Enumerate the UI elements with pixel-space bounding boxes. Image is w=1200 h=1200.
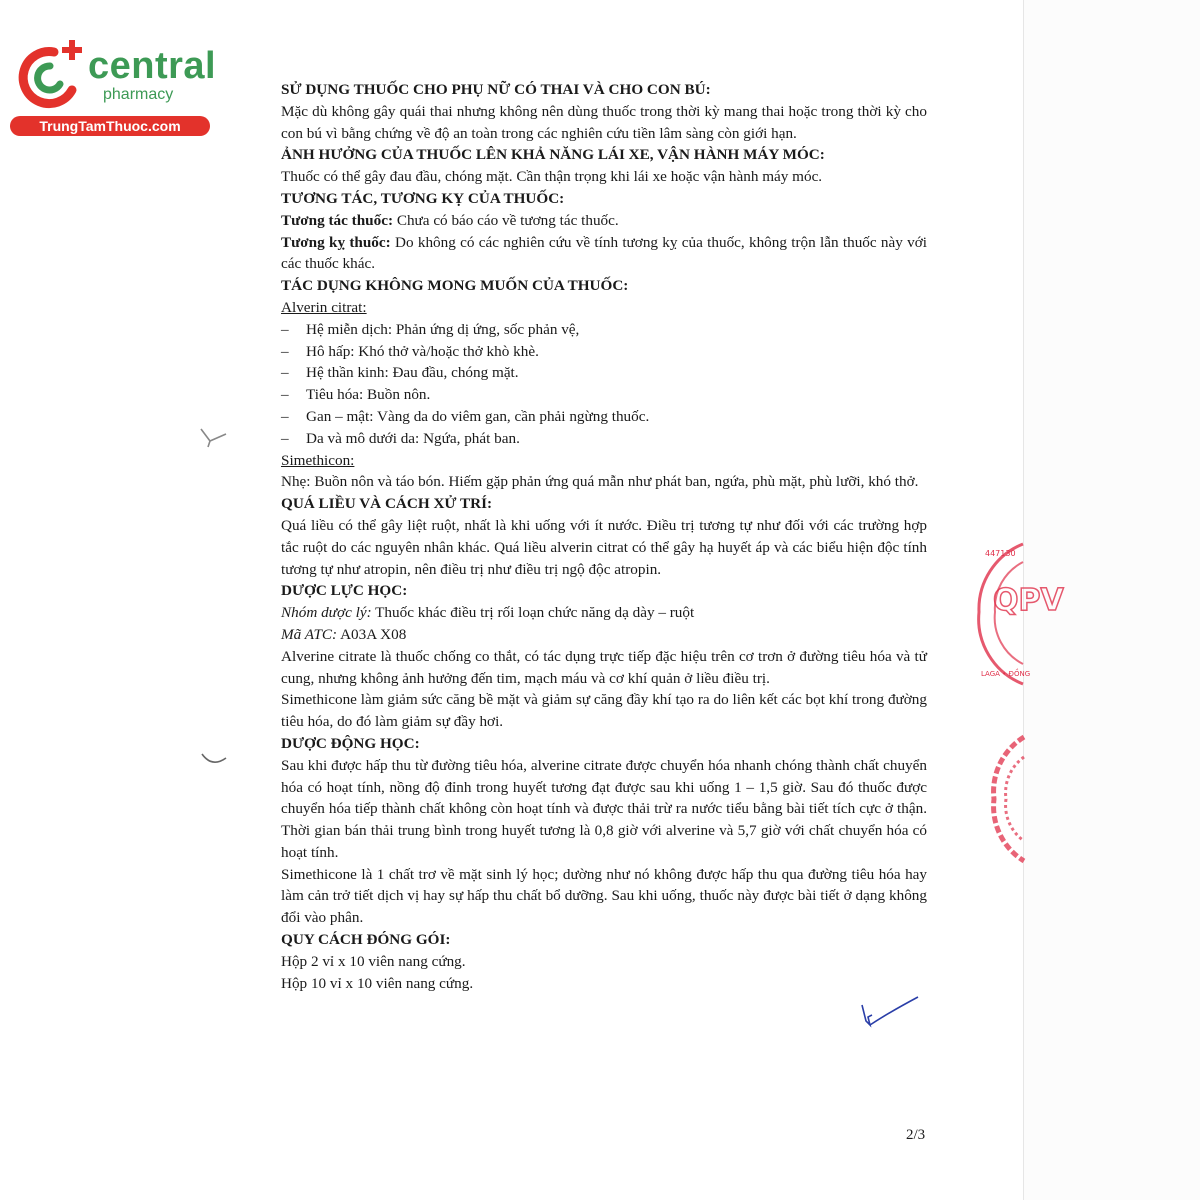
list-item [281, 319, 927, 341]
stamp-bottom-text: LAGA • ĐỒNG [981, 670, 1031, 678]
dash-marker: – [281, 364, 289, 382]
logo-brand-text: central [88, 45, 217, 87]
official-stamp-icon [990, 735, 1026, 865]
incompatibility-paragraph [281, 232, 927, 276]
section-heading-pharmacokinetics: DƯỢC ĐỘNG HỌC: [281, 734, 420, 752]
list-item-text: Hệ miễn dịch: Phản ứng dị ứng, sốc phản vệ, [306, 320, 580, 338]
list-item [281, 384, 927, 406]
section-heading-interactions: TƯƠNG TÁC, TƯƠNG KỴ CỦA THUỐC: [281, 189, 565, 207]
pharmacologic-group [281, 602, 927, 624]
list-item-text: Hô hấp: Khó thở và/hoặc thở khò khè. [306, 342, 539, 360]
pharmacologic-group-label: Nhóm dược lý: [281, 604, 372, 622]
dash-marker: – [281, 342, 289, 360]
scan-mark-icon [198, 425, 232, 451]
central-pharmacy-logo[interactable] [10, 38, 215, 138]
atc-code [281, 624, 927, 646]
simethicon-label: Simethicon: [281, 451, 355, 469]
list-item-text: Tiêu hóa: Buồn nôn. [306, 386, 431, 404]
scan-mark-icon [198, 750, 232, 770]
alverin-subheading [281, 297, 927, 319]
page-number: 2/3 [906, 1127, 926, 1143]
list-item [281, 428, 927, 450]
logo-site-url[interactable]: TrungTamThuoc.com [10, 116, 210, 136]
section-heading-overdose: QUÁ LIỀU VÀ CÁCH XỬ TRÍ: [281, 495, 493, 513]
list-item-text: Gan – mật: Vàng da do viêm gan, cần phải ngừng thuốc. [306, 407, 650, 425]
pharmacokinetics-paragraph-1: Sau khi được hấp thu từ đường tiêu hóa, alverine citrate được chuyển hóa nhanh chóng thành chất chuyển hóa có hoạt tính, nồng độ đỉnh trong huyết tương đạt được sau khi uống 1 – 1,5 giờ. Sau đó thuốc được chuyển hóa tiếp thành chất không còn hoạt tính và được thải trừ ra nước tiểu bằng bài tiết tích cực ở thận. Thời gian bán thải trung bình trong huyết tương là 0,8 giờ với alverine và 5,7 giờ với chất chuyển hóa có hoạt tính. [281, 756, 927, 861]
atc-code-text: A03A X08 [337, 625, 407, 643]
pharmacodynamics-paragraph-1: Alverine citrate là thuốc chống co thắt, có tác dụng trực tiếp đặc hiệu trên cơ trơn ở đường tiêu hóa và tử cung, nhưng không ảnh hưởng đến tim, mạch máu và cơ khí quản ở liều điều trị. [281, 647, 927, 687]
alverin-label: Alverin citrat: [281, 298, 367, 316]
incompatibility-text: Do không có các nghiên cứu về tính tương kỵ của thuốc, không trộn lẫn thuốc này với các thuốc khác. [281, 233, 927, 273]
section-heading-pharmacodynamics: DƯỢC LỰC HỌC: [281, 582, 408, 600]
dash-marker: – [281, 429, 289, 447]
leaflet-page-body [281, 79, 927, 994]
packaging-line-2: Hộp 10 vỉ x 10 viên nang cứng. [281, 974, 474, 992]
official-stamp-icon [975, 540, 1064, 690]
simethicon-text: Nhẹ: Buồn nôn và táo bón. Hiếm gặp phản ứng quá mẫn như phát ban, ngứa, phù mặt, phù lưỡi, khó thở. [281, 473, 919, 491]
atc-code-label: Mã ATC: [281, 625, 338, 643]
section-heading-adverse: TÁC DỤNG KHÔNG MONG MUỐN CỦA THUỐC: [281, 277, 629, 295]
dash-marker: – [281, 386, 289, 404]
interaction-text: Chưa có báo cáo về tương tác thuốc. [393, 211, 619, 229]
pharmacy-logo-icon [10, 38, 90, 114]
interaction-label: Tương tác thuốc: [281, 211, 394, 229]
section-heading-pregnancy: SỬ DỤNG THUỐC CHO PHỤ NỮ CÓ THAI VÀ CHO CON BÚ: [281, 81, 711, 98]
incompatibility-label: Tương kỵ thuốc: [281, 233, 391, 251]
logo-sub-text: pharmacy [103, 86, 174, 103]
simethicon-subheading [281, 450, 927, 472]
packaging-line-1: Hộp 2 vỉ x 10 viên nang cứng. [281, 952, 466, 970]
list-item [281, 406, 927, 428]
section-heading-packaging: QUY CÁCH ĐÓNG GÓI: [281, 931, 451, 949]
list-item [281, 362, 927, 384]
interaction-paragraph [281, 210, 927, 232]
list-item-text: Da và mô dưới da: Ngứa, phát ban. [306, 429, 520, 447]
pharmacodynamics-paragraph-2: Simethicone làm giảm sức căng bề mặt và giảm sự căng đầy khí tạo ra do liên kết các bọt khí trong đường tiêu hóa, do đó làm giảm sự đầy hơi. [281, 691, 927, 731]
dash-marker: – [281, 320, 289, 338]
section-heading-driving: ẢNH HƯỞNG CỦA THUỐC LÊN KHẢ NĂNG LÁI XE, VẬN HÀNH MÁY MÓC: [281, 146, 825, 164]
list-item-text: Hệ thần kinh: Đau đầu, chóng mặt. [306, 364, 519, 382]
dash-marker: – [281, 407, 289, 425]
section-text-pregnancy: Mặc dù không gây quái thai nhưng không nên dùng thuốc trong thời kỳ mang thai hoặc trong thời kỳ cho con bú vì bằng chứng về độ an toàn trong các nghiên cứu tiền lâm sàng còn giới hạn. [281, 102, 927, 142]
pharmacologic-group-text: Thuốc khác điều trị rối loạn chức năng dạ dày – ruột [371, 604, 695, 622]
signature-tick-icon [858, 995, 922, 1035]
list-item [281, 341, 927, 363]
section-text-driving: Thuốc có thể gây đau đầu, chóng mặt. Cần thận trọng khi lái xe hoặc vận hành máy móc. [281, 168, 823, 186]
pharmacokinetics-paragraph-2: Simethicone là 1 chất trơ về mặt sinh lý học; dường như nó không được hấp thu qua đường tiêu hóa hay làm cản trở tiết dịch vị hay sự hấp thu chất bổ dưỡng. Sau khi uống, thuốc này được bài tiết ở dạng không đổi vào phân. [281, 865, 927, 927]
stamp-top-text: 447130 [985, 549, 1016, 558]
stamp-letters: QPV [993, 583, 1064, 618]
section-text-overdose: Quá liều có thể gây liệt ruột, nhất là khi uống với ít nước. Điều trị tương tự như đối với các trường hợp tắc ruột do các nguyên nhân khác. Quá liều alverin citrat có thể gây hạ huyết áp và các biểu hiện độc tính tương tự như atropin, nên điều trị như điều trị ngộ độc atropin. [281, 516, 927, 578]
